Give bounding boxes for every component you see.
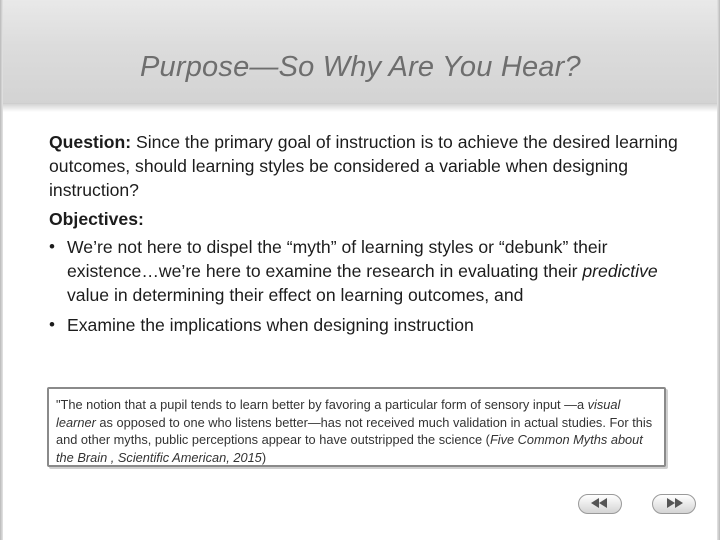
quote-part-2: as opposed to one who listens better—has not received much validation in actual studies. For this and other myths, public perceptions appear to have outstripped the science (: [56, 414, 653, 447]
slide-left-edge: [0, 0, 3, 540]
quote-part-3: ): [261, 449, 267, 465]
objective-text-end: value in determining their effect on learning outcomes, and: [67, 285, 524, 305]
objective-emphasis: predictive: [582, 261, 658, 281]
question-paragraph: [49, 130, 699, 202]
question-text: Since the primary goal of instruction is to achieve the desired learning outcomes, should learning styles be considered a variable when designing instruction?: [49, 132, 678, 200]
quote-source: Five Common Myths about the Brain , Scientific American, 2015: [56, 432, 643, 465]
list-item: [49, 313, 699, 337]
objectives-label: Objectives:: [49, 209, 144, 229]
objective-text: Examine the implications when designing instruction: [67, 315, 474, 335]
previous-slide-button[interactable]: [578, 494, 622, 514]
fast-forward-icon: [662, 495, 686, 513]
objectives-heading: [49, 207, 699, 231]
list-item: [49, 235, 699, 307]
objectives-list: [49, 235, 699, 337]
quote-part-1: "The notion that a pupil tends to learn better by favoring a particular form of sensory input —a: [56, 397, 588, 412]
bullet-icon: •: [49, 315, 55, 334]
slide-title: Purpose—So Why Are You Hear?: [140, 51, 581, 83]
objective-text: We’re not here to dispel the “myth” of learning styles or “debunk” their existence…we’re here to examine the research in evaluating their: [67, 237, 608, 281]
bullet-icon: •: [49, 237, 55, 256]
slide-body: [49, 130, 699, 343]
quote-box: [47, 387, 666, 467]
quote-emphasis: visual learner: [56, 397, 621, 430]
next-slide-button[interactable]: [652, 494, 696, 514]
rewind-icon: [588, 495, 612, 513]
question-label: Question:: [49, 132, 132, 152]
quote-text: [56, 396, 661, 466]
